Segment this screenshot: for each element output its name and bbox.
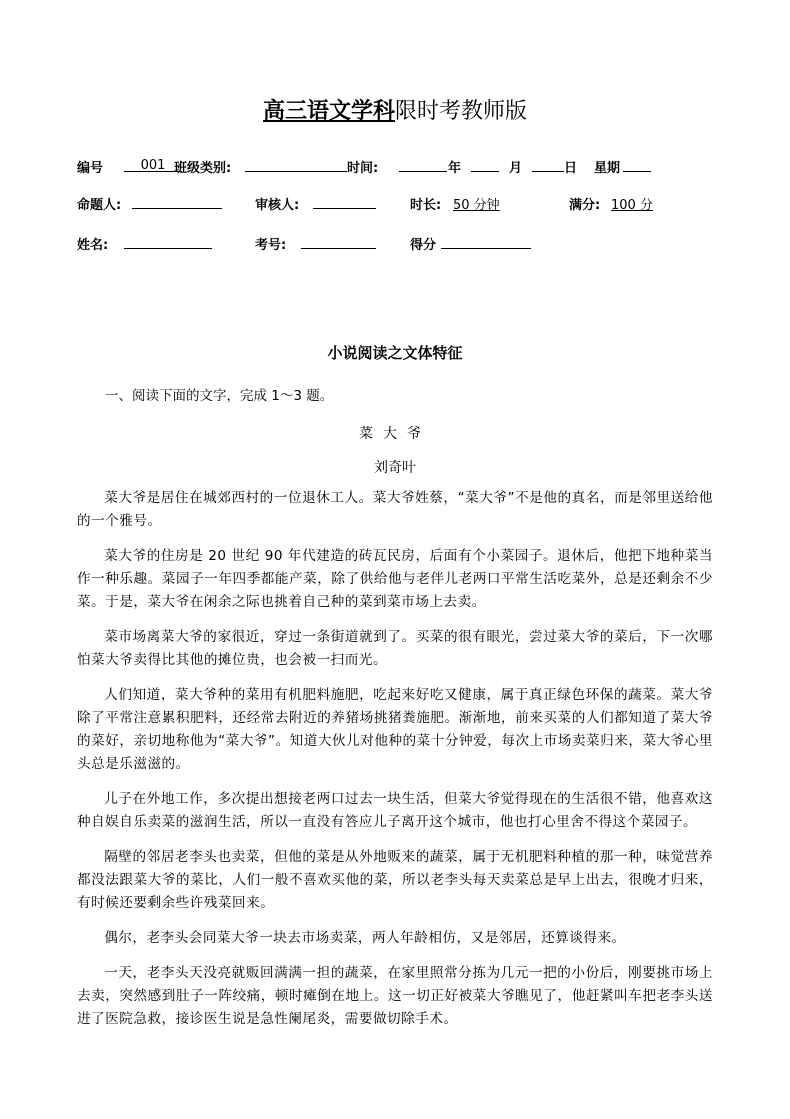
year-field[interactable]: [399, 158, 447, 172]
story-title: 菜大爷: [359, 426, 431, 442]
story-body: [77, 487, 713, 1043]
paragraph: 隔壁的邻居老李头也卖菜，但他的菜是从外地贩来的蔬菜，属于无机肥料种植的那一种，味觉营养都没法跟菜大爷的菜比，人们一般不喜欢买他的菜，所以老李头每天卖菜总是早上出去，很晚才归来，有时候还要剩余些许残菜回来。: [77, 849, 713, 911]
paragraph: 菜市场离菜大爷的家很近，穿过一条街道就到了。买菜的很有眼光，尝过菜大爷的菜后，下一次哪怕菜大爷卖得比其他的摊位贵，也会被一扫而光。: [77, 629, 713, 668]
story-author: 刘奇叶: [374, 460, 416, 476]
title-subject: 高三语文学科: [262, 99, 395, 124]
instruction: 一、阅读下面的文字，完成 1～3 题。: [105, 388, 334, 404]
class-field[interactable]: [245, 158, 347, 172]
reviewer-field[interactable]: [313, 195, 376, 209]
fullscore-label: 满分:: [569, 198, 601, 213]
paragraph: 偶尔，老李头会同菜大爷一块去市场卖菜，两人年龄相仿，又是邻居，还算谈得来。: [104, 930, 626, 946]
examno-field[interactable]: [301, 235, 376, 249]
number-label: 编号: [77, 161, 104, 176]
day-label: 日: [564, 161, 578, 176]
score-field[interactable]: [441, 235, 531, 249]
examno-label: 考号:: [255, 238, 287, 253]
paragraph: 儿子在外地工作，多次提出想接老两口过去一块生活，但菜大爷觉得现在的生活很不错，他喜欢这种自娱自乐卖菜的滋润生活，所以一直没有答应儿子离开这个城市，他也打心里舍不得这个菜园子。: [77, 791, 713, 830]
day-field[interactable]: [532, 158, 564, 172]
time-label: 时间:: [347, 161, 379, 176]
duration-label: 时长:: [410, 198, 442, 213]
number-field[interactable]: 001: [124, 158, 182, 172]
month-field[interactable]: [471, 158, 499, 172]
fullscore-value: 100 分: [611, 198, 653, 213]
paragraph: 菜大爷是居住在城郊西村的一位退休工人。菜大爷姓蔡，“菜大爷”不是他的真名，而是邻里送给他的一个雅号。: [77, 490, 713, 529]
weekday-label: 星期: [594, 161, 621, 176]
page-title: [0, 94, 790, 125]
year-label: 年: [448, 161, 462, 176]
paragraph: 一天，老李头天没亮就贩回满满一担的蔬菜，在家里照常分拣为几元一把的小份后，刚要挑市场上去卖，突然感到肚子一阵绞痛，顿时瘫倒在地上。这一切正好被菜大爷瞧见了，他赶紧叫车把老李头送进了医院急救，接诊医生说是急性阑尾炎，需要做切除手术。: [77, 965, 713, 1027]
reviewer-label: 审核人:: [255, 198, 300, 213]
paragraph: 人们知道，菜大爷种的菜用有机肥料施肥，吃起来好吃又健康，属于真正绿色环保的蔬菜。菜大爷除了平常注意累积肥料，还经常去附近的养猪场挑猪粪施肥。渐渐地，前来买菜的人们都知道了菜大爷的菜好，亲切地称他为“菜大爷”。知道大伙儿对他种的菜十分钟爱，每次上市场卖菜归来，菜大爷心里头总是乐滋滋的。: [77, 687, 713, 772]
author-field[interactable]: [132, 195, 222, 209]
section-title: 小说阅读之文体特征: [327, 344, 463, 362]
weekday-field[interactable]: [623, 158, 651, 172]
paragraph: 菜大爷的住房是 20 世纪 90 年代建造的砖瓦民房，后面有个小菜园子。退休后，他把下地种菜当作一种乐趣。菜园子一年四季都能产菜，除了供给他与老伴儿老两口平常生活吃菜外，总是还剩余不少菜。于是，菜大爷在闲余之际也挑着自己种的菜到菜市场上去卖。: [77, 548, 713, 610]
title-rest: 限时考教师版: [395, 99, 528, 124]
author-label: 命题人:: [77, 198, 122, 213]
name-label: 姓名:: [77, 238, 109, 253]
duration-value: 50 分钟: [453, 198, 500, 213]
score-label: 得分: [410, 238, 437, 253]
class-label: 班级类别:: [174, 161, 232, 176]
month-label: 月: [509, 161, 523, 176]
name-field[interactable]: [124, 235, 212, 249]
